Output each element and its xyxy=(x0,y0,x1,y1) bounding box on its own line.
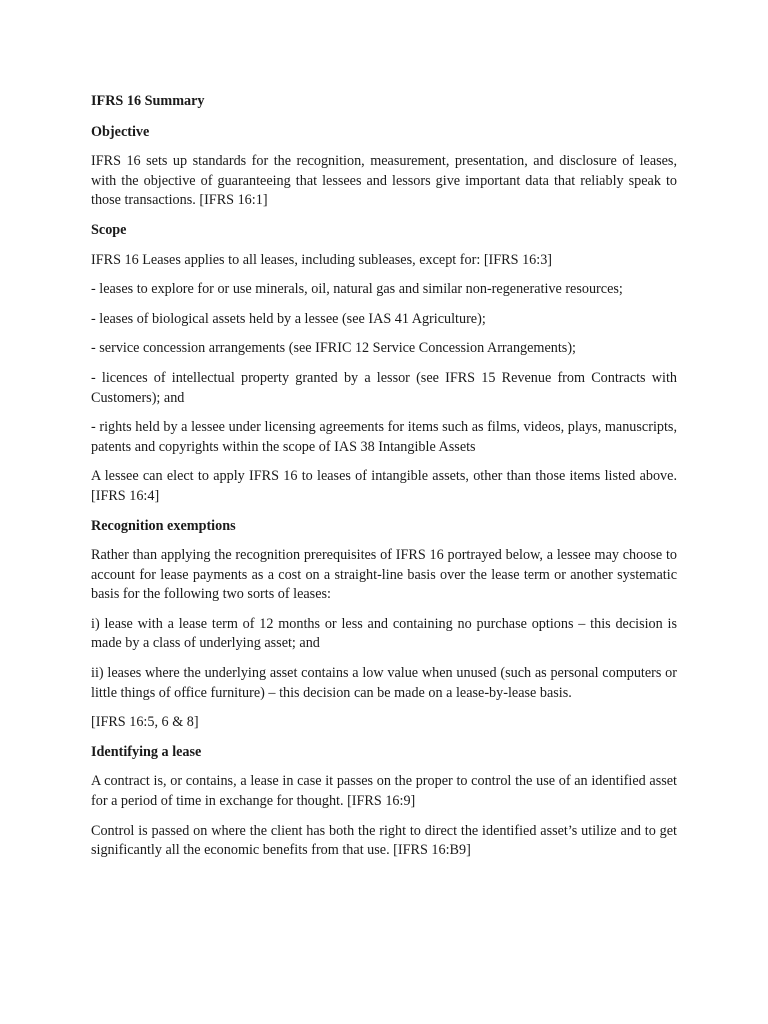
paragraph: IFRS 16 sets up standards for the recognition, measurement, presentation, and disclosure of leases, with the objective of guaranteeing that lessees and lessors give important data that reliably speak to those transactions. [IFRS 16:1] xyxy=(91,153,677,209)
paragraph: IFRS 16 Leases applies to all leases, including subleases, except for: [IFRS 16:3] xyxy=(91,251,553,268)
section-heading-objective: Objective xyxy=(91,123,150,140)
document-page xyxy=(91,92,677,871)
section-heading-recognition-exemptions: Recognition exemptions xyxy=(91,517,236,534)
list-item: - rights held by a lessee under licensing agreements for items such as films, videos, plays, manuscripts, patents and copyrights within the scope of IAS 38 Intangible Assets xyxy=(91,419,677,455)
list-item: i) lease with a lease term of 12 months or less and containing no purchase options – this decision is made by a class of underlying asset; and xyxy=(91,615,677,652)
list-item: - leases to explore for or use minerals, oil, natural gas and similar non-regenerative resources; xyxy=(91,281,623,298)
document-title: IFRS 16 Summary xyxy=(91,93,205,109)
list-item: - leases of biological assets held by a lessee (see IAS 41 Agriculture); xyxy=(91,310,486,327)
list-item: ii) leases where the underlying asset contains a low value when unused (such as personal computers or little things of office furniture) – this decision can be made on a lease-by-lease basis. xyxy=(91,665,677,701)
paragraph: Rather than applying the recognition prerequisites of IFRS 16 portrayed below, a lessee may choose to account for lease payments as a cost on a straight-line basis over the lease term or another systematic basis for the following two sorts of leases: xyxy=(91,547,677,603)
paragraph: [IFRS 16:5, 6 & 8] xyxy=(91,714,199,731)
paragraph: Control is passed on where the client has both the right to direct the identified asset’s utilize and to get significantly all the economic benefits from that use. [IFRS 16:B9] xyxy=(91,822,677,859)
paragraph: A contract is, or contains, a lease in case it passes on the proper to control the use of an identified asset for a period of time in exchange for thought. [IFRS 16:9] xyxy=(91,773,677,810)
list-item: - licences of intellectual property granted by a lessor (see IFRS 15 Revenue from Contracts with Customers); and xyxy=(91,369,677,406)
section-heading-scope: Scope xyxy=(91,221,127,238)
paragraph: A lessee can elect to apply IFRS 16 to leases of intangible assets, other than those items listed above. [IFRS 16:4] xyxy=(91,468,677,504)
list-item: - service concession arrangements (see IFRIC 12 Service Concession Arrangements); xyxy=(91,340,576,357)
section-heading-identifying-a-lease: Identifying a lease xyxy=(91,743,202,760)
